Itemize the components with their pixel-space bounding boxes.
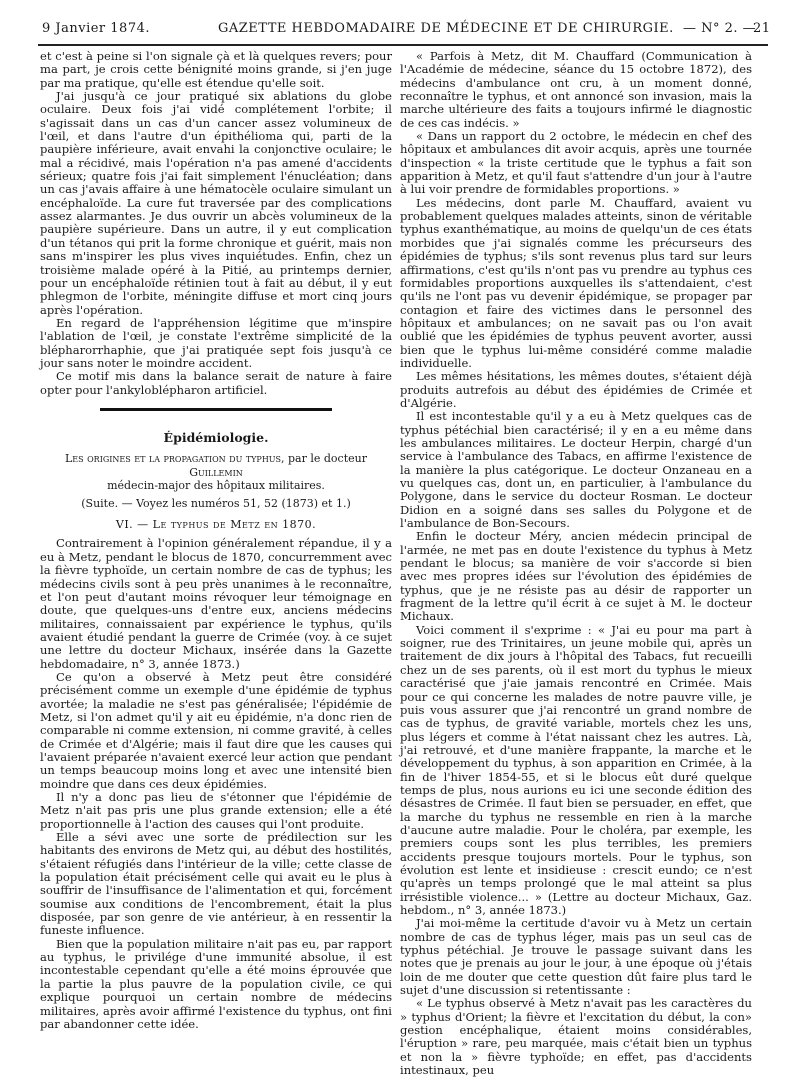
subsection-number: VI. — bbox=[115, 518, 153, 532]
paragraph: « Parfois à Metz, dit M. Chauffard (Communication à l'Académie de médecine, séance du 15 octobre 1872), des médecins d'ambulance ont cru, à un moment donné, reconnaître le typhus, et ont annoncé son invasion, mais la marche ultérieure des faits a toujours infirmé le diagnostic de ces cas indécis. » bbox=[400, 49, 752, 130]
paragraph: Enfin le docteur Méry, ancien médecin principal de l'armée, ne met pas en doute l'existence du typhus à Metz pendant le blocus; sa manière de voir s'accorde si bien avec mes propres idées sur l'évolution des épidémies de typhus, que je ne résiste pas au désir de rapporter un fragment de la lettre qu'il écrit à ce sujet à M. le docteur Michaux. bbox=[400, 529, 752, 624]
paragraph: En regard de l'appréhension légitime que m'inspire l'ablation de l'œil, je constate l'extrême simplicité de la blépharorrhaphie, que j'ai pratiquée sept fois jusqu'à ce jour sans noter le moindre accident. bbox=[40, 315, 392, 370]
article-author-role: médecin-major des hôpitaux militaires. bbox=[107, 479, 325, 493]
paragraph: J'ai jusqu'à ce jour pratiqué six ablations du globe oculaire. Deux fois j'ai vidé complétement l'orbite; il s'agissait dans un cas d'un cancer assez volumineux de l'œil, et dans l'autre d'un épithélioma qui, parti de la paupière inférieure, avait envahi la conjonctive oculaire; le mal a récidivé, mais l'opération n'a pas amené d'accidents sérieux; quatre fois j'ai fait simplement l'énucléation; dans un cas j'avais affaire à une hématocèle oculaire simulant un encéphaloïde. La cure fut traversée par des complications assez alarmantes. Je dus ouvrir un abcès volumineux de la paupière supérieure. Dans un autre, il y eut complication d'un tétanos qui prit la forme chronique et guérit, mais non sans m'inspirer les plus vives inquiétudes. Enfin, chez un troisième malade opéré à la Pitié, au printemps dernier, pour un encéphaloïde rétinien tout à fait au début, il y eut phlegmon de l'orbite, méningite diffuse et mort cinq jours après l'opération. bbox=[40, 89, 392, 317]
paragraph: Il n'y a donc pas lieu de s'étonner que l'épidémie de Metz n'ait pas pris une plus grande extension; elle a été proportionnelle à l'action des causes qui l'ont produite. bbox=[40, 790, 392, 831]
paragraph: Elle a sévi avec une sorte de prédilection sur les habitants des environs de Metz qui, au début des hostilités, s'étaient réfugiés dans l'intérieur de la ville; cette classe de la population était précisément celle qui avait eu le plus à souffrir de l'insuffisance de l'alimentation et qui, forcément soumise aux conditions de l'encombrement, était la plus disposée, par son genre de vie antérieur, à en ressentir la funeste influence. bbox=[40, 830, 392, 938]
paragraph: Voici comment il s'exprime : « J'ai eu pour ma part à soigner, rue des Trinitaires, un jeune mobile qui, après un traitement de dix jours à l'hôpital des Tabacs, fut recueilli chez un de ses parents, où il est mort du typhus le mieux caractérisé que j'aie jamais rencontré en Crimée. Mais pour ce qui concerne les malades de notre pauvre ville, je puis vous assurer que j'ai rencontré un grand nombre de cas de typhus, de gravité variable, mortels chez les uns, plus légers et comme à l'état naissant chez les autres. Là, j'ai retrouvé, et d'une manière frappante, la marche et le développement du typhus, à son apparition en Crimée, à la fin de l'hiver 1854-55, et si le blocus eût duré quelque temps de plus, nous aurions eu ici une seconde édition des désastres de Crimée. Il faut bien se persuader, en effet, que la marche du typhus ne ressemble en rien à la marche d'aucune autre maladie. Pour le choléra, par exemple, les premiers coups sont les plus terribles, les premiers accidents presque toujours mortels. Pour le typhus, son évolution est lente et insidieuse : crescit eundo; ce n'est qu'après un temps prolongé que le mal atteint sa plus irrésistible violence... » (Lettre au docteur Michaux, Gaz. hebdom., n° 3, année 1873.) bbox=[400, 622, 752, 917]
section-title: Épidémiologie. bbox=[163, 429, 269, 445]
paragraph: « Dans un rapport du 2 octobre, le médecin en chef des hôpitaux et ambulances dit avoir acquis, après une tournée d'inspection « la triste certitude que le typhus a fait son apparition à Metz, et qu'il faut s'attendre d'un jour à l'autre à lui voir prendre de formidables proportions. » bbox=[400, 129, 752, 197]
subsection-heading bbox=[40, 518, 392, 531]
article-continuation-note: (Suite. — Voyez les numéros 51, 52 (1873) et 1.) bbox=[81, 496, 351, 510]
article-title: Les origines et la propagation du typhus, bbox=[65, 452, 285, 466]
article-heading bbox=[40, 452, 392, 493]
paragraph: Bien que la population militaire n'ait pas eu, par rapport au typhus, le privilége d'une immunité absolue, il est incontestable cependant qu'elle a été moins éprouvée que la partie la plus pauvre de la population civile, ce qui explique pourquoi un certain nombre de médecins militaires, après avoir affirmé l'existence du typhus, ont fini par abandonner cette idée. bbox=[40, 936, 392, 1031]
right-column bbox=[400, 50, 752, 1077]
paragraph: J'ai moi-même la certitude d'avoir vu à Metz un certain nombre de cas de typhus léger, mais pas un seul cas de typhus pétéchial. Je trouve le passage suivant dans les notes que je prenais au jour le jour, à une époque où j'étais loin de me douter que cette question dût faire plus tard le sujet d'une discussion si retentissante : bbox=[400, 916, 752, 998]
page-header bbox=[38, 18, 771, 46]
paragraph: Ce motif mis dans la balance serait de nature à faire opter pour l'ankyloblépharon artificiel. bbox=[40, 369, 392, 397]
subsection-title: Le typhus de Metz en 1870. bbox=[152, 518, 317, 532]
paragraph: « Le typhus observé à Metz n'avait pas les caractères du » typhus d'Orient; la fièvre et l'excitation du début, la con» gestion encéphalique, étaient moins considérables, l'éruption » rare, peu marquée, mais c'était bien un typhus et non la » fièvre typhoïde; en effet, pas d'accidents intestinaux, peu bbox=[400, 996, 752, 1078]
article-title-connector: par le docteur bbox=[284, 452, 367, 466]
issue-number: — N° 2. — bbox=[683, 21, 757, 36]
journal-title: GAZETTE HEBDOMADAIRE DE MÉDECINE ET DE CHIRURGIE. bbox=[218, 21, 674, 36]
paragraph: Les médecins, dont parle M. Chauffard, avaient vu probablement quelques malades atteints, sinon de véritable typhus exanthématique, au moins de quelqu'un de ces états morbides que j'ai signalés comme les précurseurs des épidémies de typhus; s'ils sont revenus plus tard sur leurs affirmations, c'est qu'ils n'ont pas vu prendre au typhus ces formidables proportions auxquelles ils s'attendaient, c'est qu'ils ne l'ont pas vu devenir épidémique, se propager par contagion et faire des victimes dans le personnel des hôpitaux et ambulances; on ne savait pas ou l'on avait oublié que les épidémies de typhus peuvent avorter, aussi bien que le typhus lui-même considéré comme maladie individuelle. bbox=[400, 195, 752, 370]
paragraph: Contrairement à l'opinion généralement répandue, il y a eu à Metz, pendant le blocus de 1870, concurremment avec la fièvre typhoïde, un certain nombre de cas de typhus; les médecins civils sont à peu près unanimes à le reconnaître, et l'on peut d'autant moins révoquer leur témoignage en doute, que quelques-uns d'entre eux, anciens médecins militaires, connaissaient par expérience le typhus, qu'ils avaient étudié pendant la guerre de Crimée (voy. à ce sujet une lettre du docteur Michaux, insérée dans la Gazette hebdomadaire, n° 3, année 1873.) bbox=[40, 536, 392, 671]
section-divider bbox=[100, 408, 332, 411]
paragraph: et c'est à peine si l'on signale çà et là quelques revers; pour ma part, je crois cette bénignité moins grande, si j'en juge par ma pratique, qu'elle est étendue qu'elle soit. bbox=[40, 49, 392, 90]
left-column bbox=[40, 50, 392, 1031]
issue-date: 9 Janvier 1874. bbox=[42, 21, 150, 36]
page-number: 21 bbox=[753, 21, 771, 36]
article-author: Guillemin bbox=[189, 465, 243, 479]
paragraph: Ce qu'on a observé à Metz peut être considéré précisément comme un exemple d'une épidémie de typhus avortée; la maladie ne s'est pas généralisée; l'épidémie de Metz, si l'on admet qu'il y ait eu épidémie, n'a donc rien de comparable ni comme extension, ni comme gravité, à celles de Crimée et d'Algérie; mais il faut dire que les causes qui l'avaient préparée n'avaient exercé leur action que pendant un temps beaucoup moins long et avec une intensité bien moindre que dans ces deux épidémies. bbox=[40, 669, 392, 791]
paragraph: Il est incontestable qu'il y a eu à Metz quelques cas de typhus pétéchial bien caractérisé; il y en a eu même dans les ambulances militaires. Le docteur Herpin, chargé d'un service à l'ambulance des Tabacs, en affirme l'existence de la manière la plus catégorique. Le docteur Onzaneau en a vu quelques cas, dont un, en particulier, à l'ambulance du Polygone, dans le service du docteur Rosman. Le docteur Didion en a soigné dans ses salles du Polygone et de l'ambulance de Bon-Secours. bbox=[400, 409, 752, 531]
paragraph: Les mêmes hésitations, les mêmes doutes, s'étaient déjà produits autrefois au début des épidémies de Crimée et d'Algérie. bbox=[400, 369, 752, 410]
